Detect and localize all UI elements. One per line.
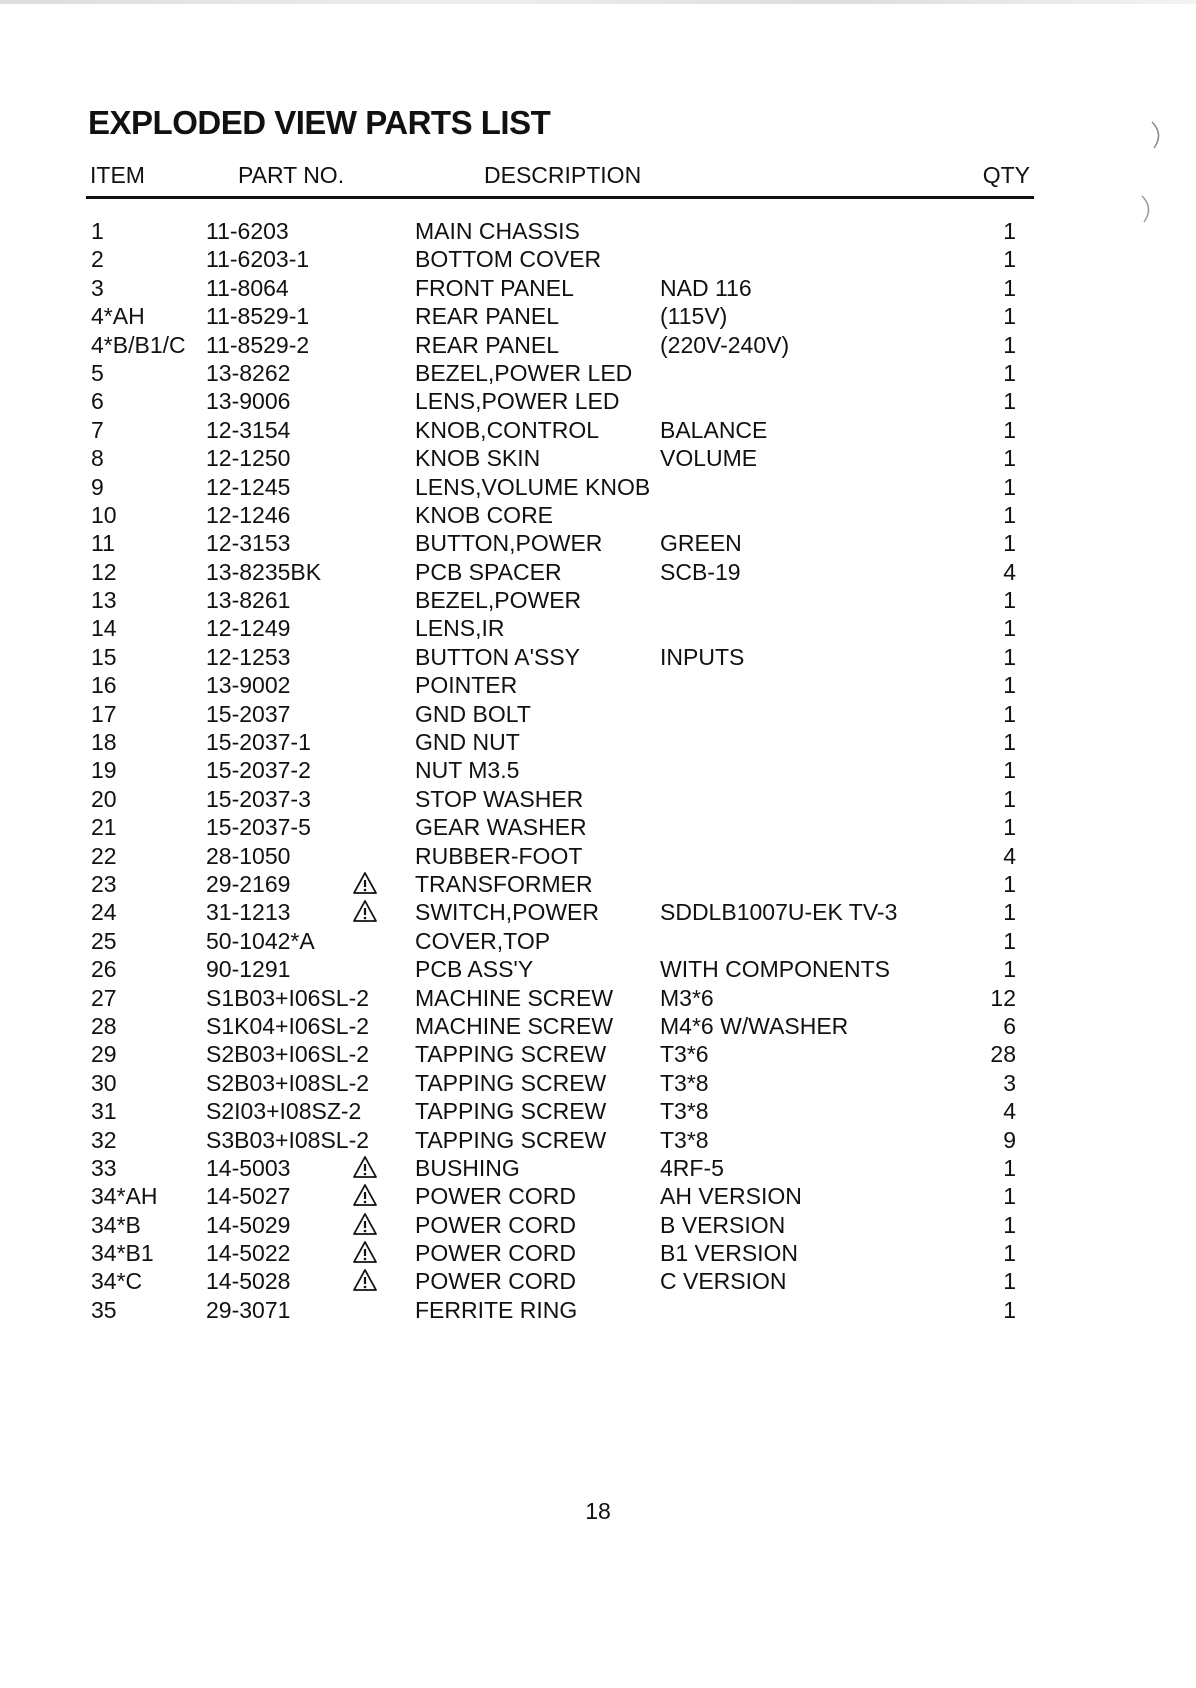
row-qty: 1 [1003, 700, 1016, 727]
row-item: 31 [91, 1098, 117, 1125]
row-description: GEAR WASHER [415, 814, 587, 841]
table-row [0, 672, 1196, 700]
table-row [0, 1098, 1196, 1126]
row-part-no: 14-5027 [206, 1183, 291, 1210]
table-row [0, 474, 1196, 502]
row-part-no: 12-3154 [206, 416, 291, 443]
page-title: EXPLODED VIEW PARTS LIST [88, 104, 551, 141]
row-item: 18 [91, 729, 117, 756]
row-qty: 1 [1003, 331, 1016, 358]
row-part-no: 15-2037-3 [206, 785, 311, 812]
row-qty: 1 [1003, 416, 1016, 443]
row-description: PCB SPACER [415, 558, 562, 585]
row-note: (115V) [660, 303, 728, 330]
page-top-edge [0, 0, 1196, 4]
row-item: 16 [91, 672, 117, 699]
table-row [0, 729, 1196, 757]
row-qty: 6 [1003, 1012, 1016, 1039]
row-item: 27 [91, 984, 117, 1011]
row-qty: 1 [1003, 927, 1016, 954]
row-part-no: 13-8235BK [206, 558, 322, 585]
row-item: 2 [91, 246, 104, 273]
row-note: B VERSION [660, 1211, 786, 1238]
row-part-no: 15-2037-1 [206, 729, 311, 756]
row-note: SCB-19 [660, 558, 741, 585]
row-qty: 1 [1003, 274, 1016, 301]
row-qty: 1 [1003, 1211, 1016, 1238]
row-qty: 1 [1003, 899, 1016, 926]
header-description: DESCRIPTION [484, 162, 642, 188]
row-description: LENS,IR [415, 615, 505, 642]
safety-warning-icon [352, 1268, 380, 1294]
row-description: REAR PANEL [415, 331, 560, 358]
row-description: COVER,TOP [415, 927, 551, 954]
row-part-no: 14-5022 [206, 1240, 291, 1267]
table-row [0, 587, 1196, 615]
row-description: POWER CORD [415, 1183, 576, 1210]
row-part-no: S2I03+I08SZ-2 [206, 1098, 362, 1125]
row-item: 32 [91, 1126, 117, 1153]
row-description: NUT M3.5 [415, 757, 520, 784]
row-item: 13 [91, 587, 117, 614]
header-rule [86, 196, 1034, 199]
row-item: 23 [91, 870, 117, 897]
table-row [0, 985, 1196, 1013]
row-qty: 1 [1003, 1296, 1016, 1323]
row-description: BEZEL,POWER LED [415, 359, 633, 386]
row-item: 29 [91, 1041, 117, 1068]
row-part-no: S3B03+I08SL-2 [206, 1126, 370, 1153]
table-row [0, 1212, 1196, 1240]
row-description: KNOB SKIN [415, 445, 541, 472]
row-item: 3 [91, 274, 104, 301]
row-description: REAR PANEL [415, 303, 560, 330]
row-item: 22 [91, 842, 117, 869]
row-description: MAIN CHASSIS [415, 218, 580, 244]
safety-warning-icon [352, 1183, 380, 1209]
row-description: BUTTON A'SSY [415, 643, 581, 670]
row-part-no: 12-1253 [206, 643, 291, 670]
row-qty: 1 [1003, 473, 1016, 500]
row-item: 5 [91, 359, 104, 386]
table-row [0, 502, 1196, 530]
table-row [0, 388, 1196, 416]
table-row [0, 644, 1196, 672]
table-row [0, 1070, 1196, 1098]
row-description: KNOB,CONTROL [415, 416, 600, 443]
row-qty: 1 [1003, 814, 1016, 841]
table-row [0, 417, 1196, 445]
row-item: 33 [91, 1154, 117, 1181]
row-item: 6 [91, 388, 104, 415]
table-row [0, 615, 1196, 643]
row-item: 28 [91, 1012, 117, 1039]
row-part-no: 13-8262 [206, 359, 291, 386]
row-item: 25 [91, 927, 117, 954]
row-description: TRANSFORMER [415, 870, 593, 897]
row-part-no: S1K04+I06SL-2 [206, 1012, 370, 1039]
table-row [0, 1240, 1196, 1268]
row-part-no: 14-5029 [206, 1211, 291, 1238]
table-row [0, 303, 1196, 331]
table-row [0, 1013, 1196, 1041]
row-item: 17 [91, 700, 117, 727]
table-row [0, 1183, 1196, 1211]
row-item: 34*B1 [91, 1240, 154, 1267]
row-part-no: 15-2037-2 [206, 757, 311, 784]
row-description: SWITCH,POWER [415, 899, 599, 926]
row-qty: 1 [1003, 956, 1016, 983]
row-description: BEZEL,POWER [415, 587, 582, 614]
row-description: TAPPING SCREW [415, 1098, 607, 1125]
row-qty: 1 [1003, 643, 1016, 670]
row-note: T3*8 [660, 1126, 709, 1153]
row-description: MACHINE SCREW [415, 1012, 614, 1039]
safety-warning-icon [352, 871, 380, 897]
safety-warning-icon [352, 1155, 380, 1181]
row-note: BALANCE [660, 416, 768, 443]
row-qty: 1 [1003, 218, 1016, 244]
row-qty: 1 [1003, 1183, 1016, 1210]
row-item: 8 [91, 445, 104, 472]
row-description: POWER CORD [415, 1240, 576, 1267]
row-part-no: S2B03+I06SL-2 [206, 1041, 370, 1068]
table-row [0, 757, 1196, 785]
row-item: 26 [91, 956, 117, 983]
row-item: 34*C [91, 1268, 143, 1295]
table-row [0, 1297, 1196, 1325]
row-note: T3*8 [660, 1069, 709, 1096]
row-description: LENS,POWER LED [415, 388, 620, 415]
row-item: 7 [91, 416, 104, 443]
row-note: T3*8 [660, 1098, 709, 1125]
row-qty: 1 [1003, 870, 1016, 897]
row-note: WITH COMPONENTS [660, 956, 890, 983]
row-item: 20 [91, 785, 117, 812]
row-part-no: 12-1245 [206, 473, 291, 500]
row-note: M3*6 [660, 984, 714, 1011]
safety-warning-icon [352, 1240, 380, 1266]
row-part-no: 13-9006 [206, 388, 291, 415]
parts-table [0, 218, 1196, 1325]
row-part-no: 15-2037-5 [206, 814, 311, 841]
row-note: AH VERSION [660, 1183, 802, 1210]
safety-warning-icon [352, 1212, 380, 1238]
row-part-no: S1B03+I06SL-2 [206, 984, 370, 1011]
table-row [0, 332, 1196, 360]
row-part-no: 11-6203 [206, 218, 289, 244]
row-item: 24 [91, 899, 117, 926]
binding-hole-mark-upper [1148, 120, 1168, 150]
header-item: ITEM [90, 162, 145, 188]
row-item: 10 [91, 501, 117, 528]
row-part-no: 12-3153 [206, 530, 291, 557]
row-description: KNOB CORE [415, 501, 554, 528]
row-description: BUSHING [415, 1154, 520, 1181]
row-qty: 1 [1003, 1240, 1016, 1267]
row-item: 34*AH [91, 1183, 158, 1210]
row-description: POWER CORD [415, 1211, 576, 1238]
row-note: GREEN [660, 530, 742, 557]
row-note: VOLUME [660, 445, 758, 472]
row-qty: 1 [1003, 1154, 1016, 1181]
row-item: 19 [91, 757, 117, 784]
row-item: 4*AH [91, 303, 145, 330]
row-part-no: 11-8529-2 [206, 331, 310, 358]
safety-warning-icon [352, 899, 380, 925]
row-description: RUBBER-FOOT [415, 842, 583, 869]
row-note: T3*6 [660, 1041, 709, 1068]
table-row [0, 956, 1196, 984]
table-row [0, 786, 1196, 814]
row-part-no: 11-8064 [206, 274, 289, 301]
row-item: 35 [91, 1296, 117, 1323]
row-qty: 1 [1003, 501, 1016, 528]
row-description: FRONT PANEL [415, 274, 574, 301]
row-part-no: 15-2037 [206, 700, 291, 727]
row-part-no: 14-5003 [206, 1154, 291, 1181]
row-description: POINTER [415, 672, 518, 699]
row-part-no: S2B03+I08SL-2 [206, 1069, 370, 1096]
row-qty: 1 [1003, 785, 1016, 812]
table-row [0, 701, 1196, 729]
table-row [0, 275, 1196, 303]
row-item: 11 [91, 530, 115, 557]
row-note: NAD 116 [660, 274, 752, 301]
row-part-no: 31-1213 [206, 899, 291, 926]
row-qty: 1 [1003, 388, 1016, 415]
row-note: 4RF-5 [660, 1154, 724, 1181]
row-part-no: 13-9002 [206, 672, 291, 699]
row-description: STOP WASHER [415, 785, 584, 812]
row-part-no: 11-6203-1 [206, 246, 310, 273]
row-description: TAPPING SCREW [415, 1126, 607, 1153]
row-part-no: 14-5028 [206, 1268, 291, 1295]
row-item: 14 [91, 615, 117, 642]
row-qty: 1 [1003, 445, 1016, 472]
table-row [0, 559, 1196, 587]
row-note: (220V-240V) [660, 331, 790, 358]
row-item: 12 [91, 558, 117, 585]
row-description: TAPPING SCREW [415, 1069, 607, 1096]
row-qty: 28 [990, 1041, 1016, 1068]
row-qty: 1 [1003, 359, 1016, 386]
row-description: TAPPING SCREW [415, 1041, 607, 1068]
row-part-no: 50-1042*A [206, 927, 315, 954]
row-description: LENS,VOLUME KNOB [415, 473, 651, 500]
row-qty: 12 [990, 984, 1016, 1011]
table-row [0, 218, 1196, 246]
table-row [0, 246, 1196, 274]
row-qty: 1 [1003, 672, 1016, 699]
row-note: INPUTS [660, 643, 745, 670]
row-qty: 1 [1003, 587, 1016, 614]
row-qty: 4 [1003, 558, 1016, 585]
table-row [0, 814, 1196, 842]
row-qty: 1 [1003, 303, 1016, 330]
table-row [0, 530, 1196, 558]
table-row [0, 928, 1196, 956]
row-description: PCB ASS'Y [415, 956, 534, 983]
row-qty: 3 [1003, 1069, 1016, 1096]
row-item: 15 [91, 643, 117, 670]
row-part-no: 13-8261 [206, 587, 291, 614]
row-qty: 4 [1003, 842, 1016, 869]
page-number: 18 [585, 1498, 611, 1524]
row-part-no: 12-1246 [206, 501, 291, 528]
row-item: 4*B/B1/C [91, 331, 186, 358]
row-part-no: 12-1250 [206, 445, 291, 472]
table-row [0, 445, 1196, 473]
row-part-no: 90-1291 [206, 956, 291, 983]
row-qty: 1 [1003, 246, 1016, 273]
row-item: 9 [91, 473, 104, 500]
row-item: 30 [91, 1069, 117, 1096]
row-note: M4*6 W/WASHER [660, 1012, 849, 1039]
row-description: POWER CORD [415, 1268, 576, 1295]
row-item: 21 [91, 814, 117, 841]
table-row [0, 899, 1196, 927]
row-description: MACHINE SCREW [415, 984, 614, 1011]
row-qty: 4 [1003, 1098, 1016, 1125]
header-part-no: PART NO. [238, 162, 345, 188]
row-part-no: 29-2169 [206, 870, 291, 897]
row-item: 1 [91, 218, 104, 244]
row-part-no: 28-1050 [206, 842, 291, 869]
row-description: BOTTOM COVER [415, 246, 602, 273]
row-part-no: 11-8529-1 [206, 303, 310, 330]
table-row [0, 1041, 1196, 1069]
table-row [0, 360, 1196, 388]
row-qty: 9 [1003, 1126, 1016, 1153]
row-qty: 1 [1003, 757, 1016, 784]
row-description: GND BOLT [415, 700, 531, 727]
row-description: GND NUT [415, 729, 520, 756]
row-qty: 1 [1003, 1268, 1016, 1295]
table-header [90, 162, 1030, 192]
table-row [0, 843, 1196, 871]
row-note: B1 VERSION [660, 1240, 799, 1267]
table-row [0, 871, 1196, 899]
row-note: C VERSION [660, 1268, 787, 1295]
table-row [0, 1268, 1196, 1296]
row-description: BUTTON,POWER [415, 530, 603, 557]
header-qty: QTY [982, 162, 1030, 188]
table-row [0, 1127, 1196, 1155]
row-item: 34*B [91, 1211, 141, 1238]
row-qty: 1 [1003, 615, 1016, 642]
row-qty: 1 [1003, 530, 1016, 557]
row-part-no: 12-1249 [206, 615, 291, 642]
table-row [0, 1155, 1196, 1183]
row-note: SDDLB1007U-EK TV-3 [660, 899, 898, 926]
row-description: FERRITE RING [415, 1296, 578, 1323]
row-qty: 1 [1003, 729, 1016, 756]
row-part-no: 29-3071 [206, 1296, 291, 1323]
